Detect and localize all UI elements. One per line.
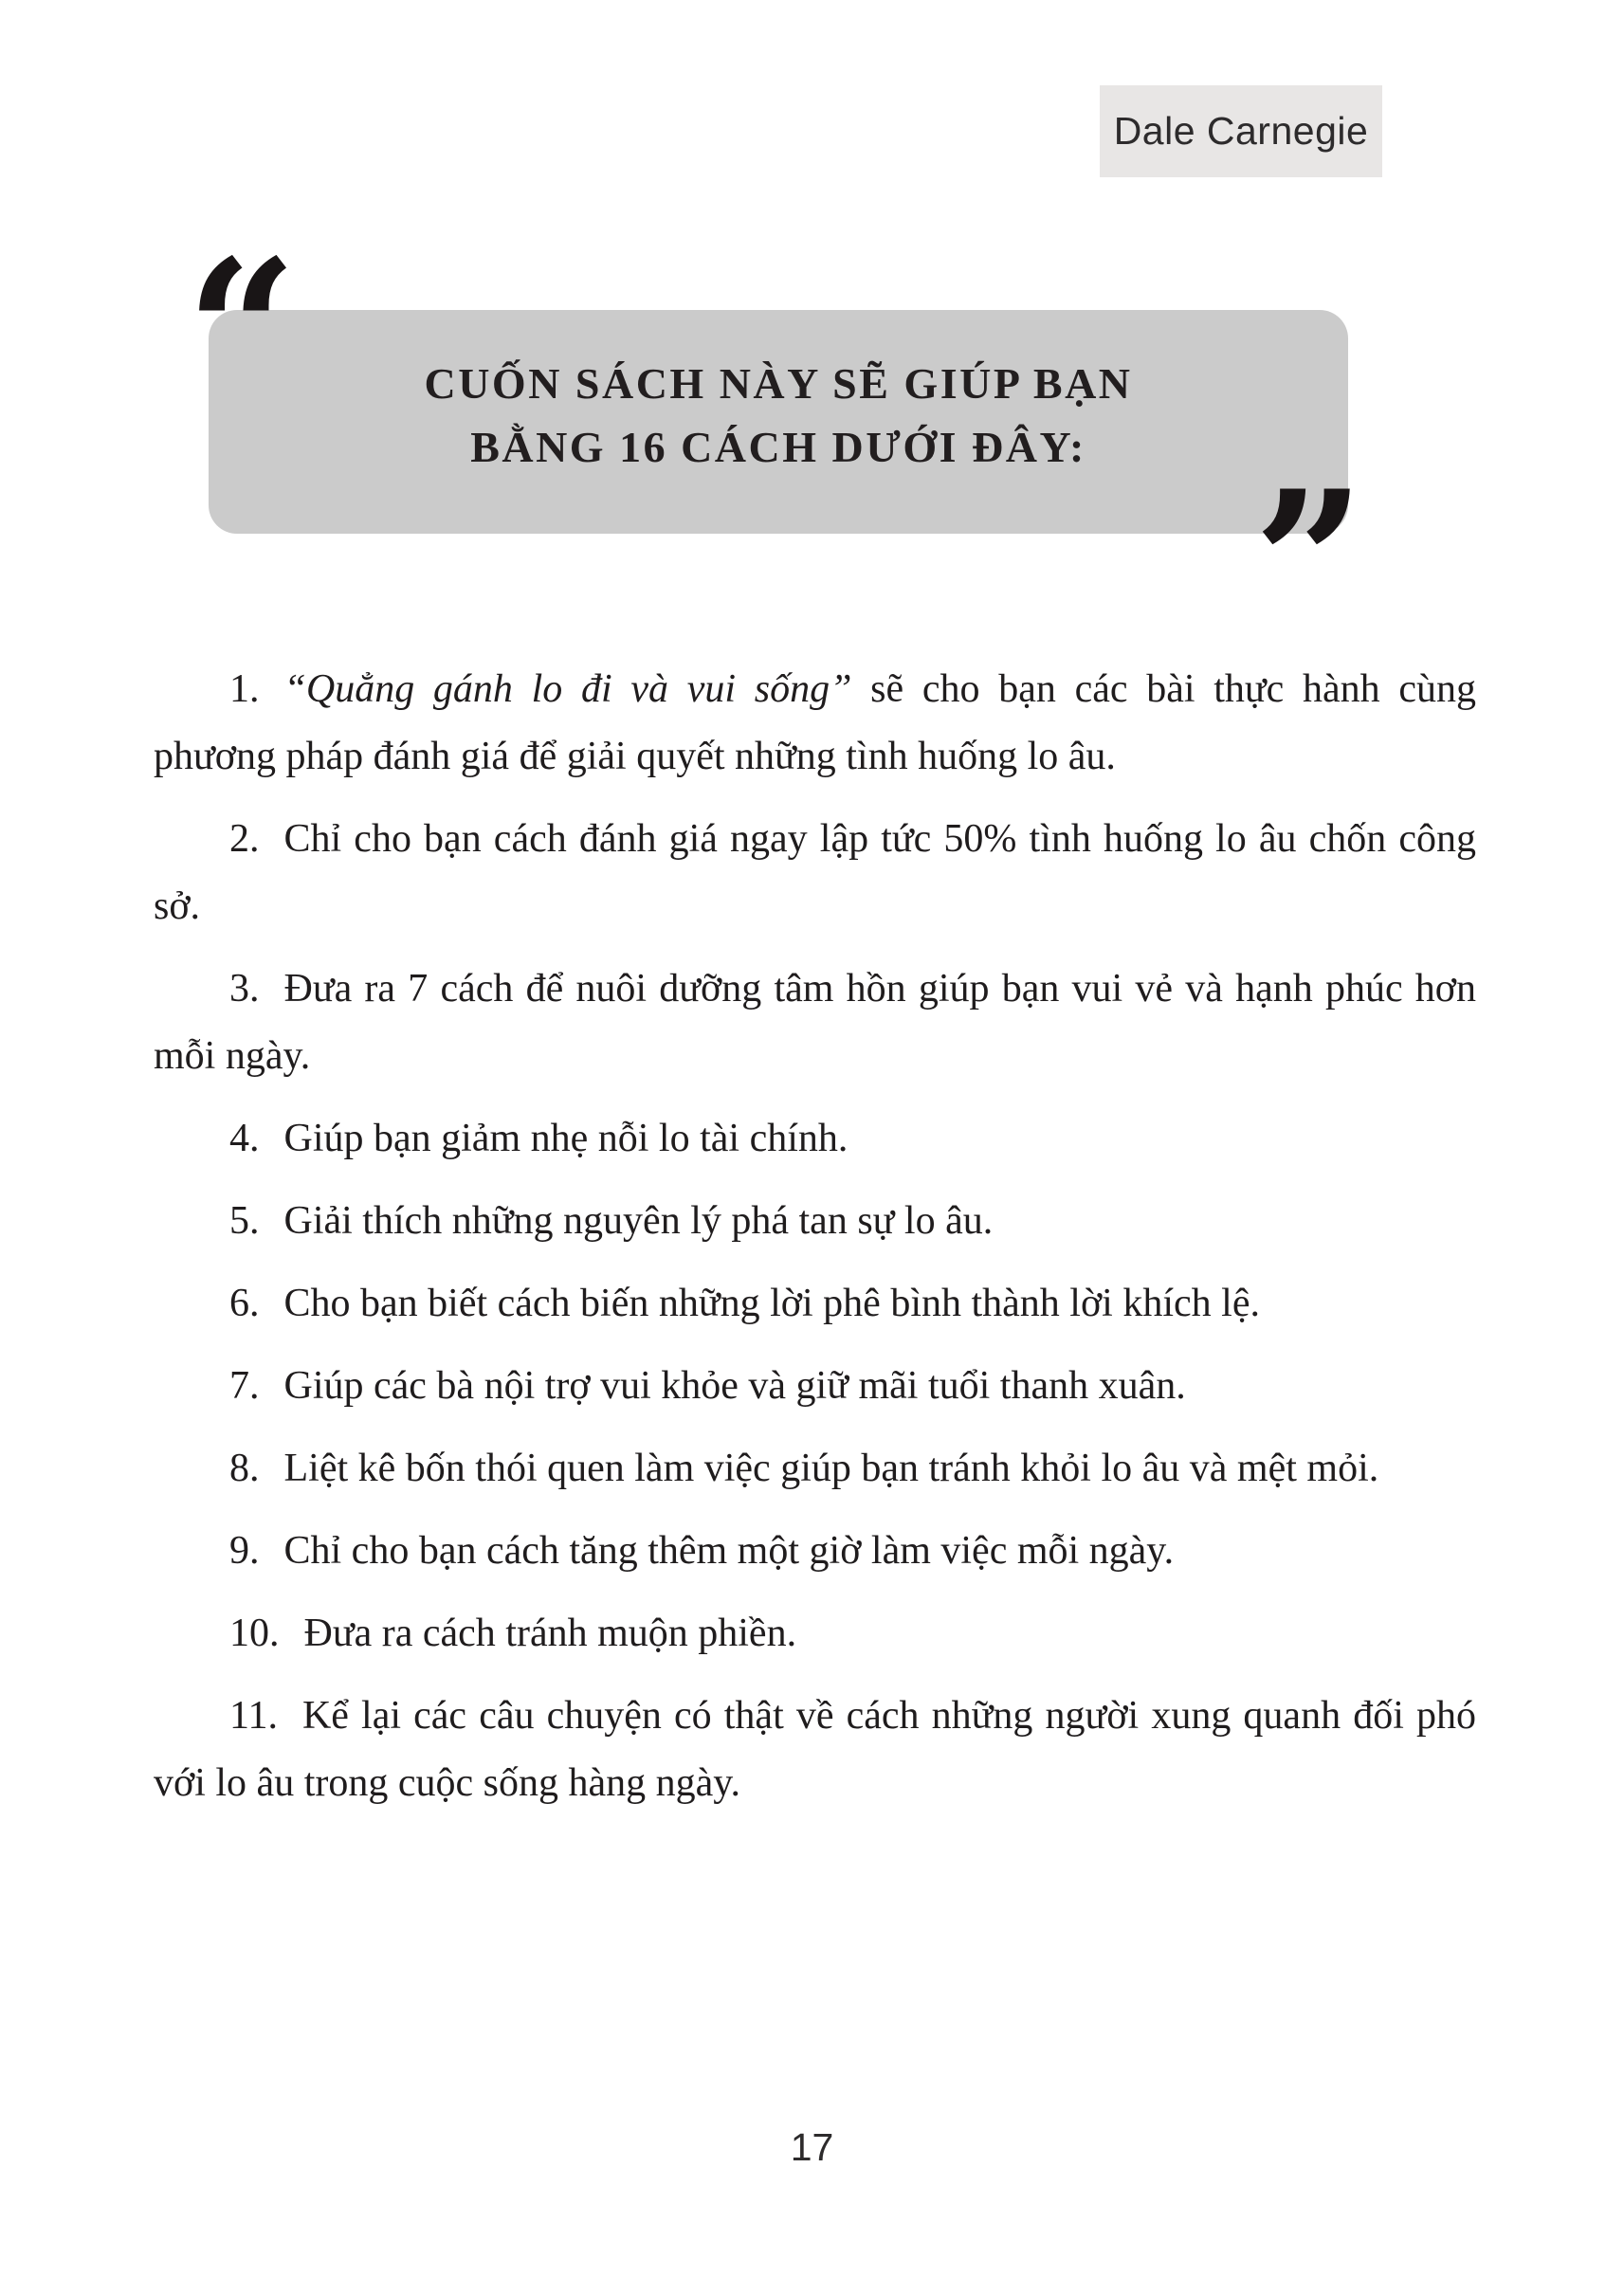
item-text: Đưa ra cách tránh muộn phiền. [303, 1612, 797, 1655]
quote-title-line-2: BẰNG 16 CÁCH DƯỚI ĐÂY: [470, 423, 1086, 471]
item-number: 8. [229, 1447, 260, 1490]
item-number: 9. [229, 1529, 260, 1573]
quote-box [209, 310, 1348, 534]
list-item-8 [154, 1435, 1476, 1503]
item-number: 5. [229, 1199, 260, 1243]
item-number: 6. [229, 1282, 260, 1325]
item-number: 3. [229, 967, 260, 1011]
quote-title-line-1: CUỐN SÁCH NÀY SẼ GIÚP BẠN [424, 359, 1133, 408]
author-name: Dale Carnegie [1113, 109, 1369, 153]
close-quote-icon: ” [1253, 449, 1365, 677]
open-quote-icon: “ [186, 218, 298, 446]
list-item-11 [154, 1683, 1476, 1817]
item-italic-book-title: “Quẳng gánh lo đi và vui sống” [283, 667, 852, 711]
item-text: sẽ cho bạn các bài thực hành cùng phương pháp đánh giá để giải quyết những tình huống lo âu. [154, 667, 1477, 778]
page-number: 17 [790, 2125, 834, 2169]
item-number: 4. [229, 1117, 260, 1160]
item-text: Chỉ cho bạn cách đánh giá ngay lập tức 50% tình huống lo âu chốn công sở. [154, 817, 1476, 928]
item-number: 7. [229, 1364, 260, 1408]
list-item-3 [154, 956, 1476, 1090]
item-text: Đưa ra 7 cách để nuôi dưỡng tâm hồn giúp bạn vui vẻ và hạnh phúc hơn mỗi ngày. [154, 967, 1476, 1078]
item-number: 2. [229, 817, 260, 861]
list-item-7 [154, 1353, 1476, 1420]
item-text: Kể lại các câu chuyện có thật về cách những người xung quanh đối phó với lo âu trong cuộc sống hàng ngày. [154, 1694, 1476, 1805]
item-text: Cho bạn biết cách biến những lời phê bình thành lời khích lệ. [283, 1282, 1260, 1325]
item-text: Chỉ cho bạn cách tăng thêm một giờ làm việc mỗi ngày. [283, 1529, 1175, 1573]
item-text: Liệt kê bốn thói quen làm việc giúp bạn tránh khỏi lo âu và mệt mỏi. [283, 1447, 1379, 1490]
item-text: Giải thích những nguyên lý phá tan sự lo âu. [283, 1199, 994, 1243]
item-number: 10. [229, 1612, 280, 1655]
list-item-6 [154, 1270, 1476, 1338]
quote-title [209, 310, 1348, 479]
item-text: Giúp các bà nội trợ vui khỏe và giữ mãi tuổi thanh xuân. [283, 1364, 1186, 1408]
list-item-9 [154, 1518, 1476, 1585]
author-badge [1100, 85, 1382, 177]
list-item-5 [154, 1188, 1476, 1255]
item-number: 1. [229, 667, 260, 711]
item-number: 11. [229, 1694, 278, 1738]
benefits-list [154, 656, 1476, 1832]
list-item-10 [154, 1600, 1476, 1667]
item-text: Giúp bạn giảm nhẹ nỗi lo tài chính. [283, 1117, 848, 1160]
list-item-2 [154, 806, 1476, 940]
list-item-4 [154, 1105, 1476, 1173]
